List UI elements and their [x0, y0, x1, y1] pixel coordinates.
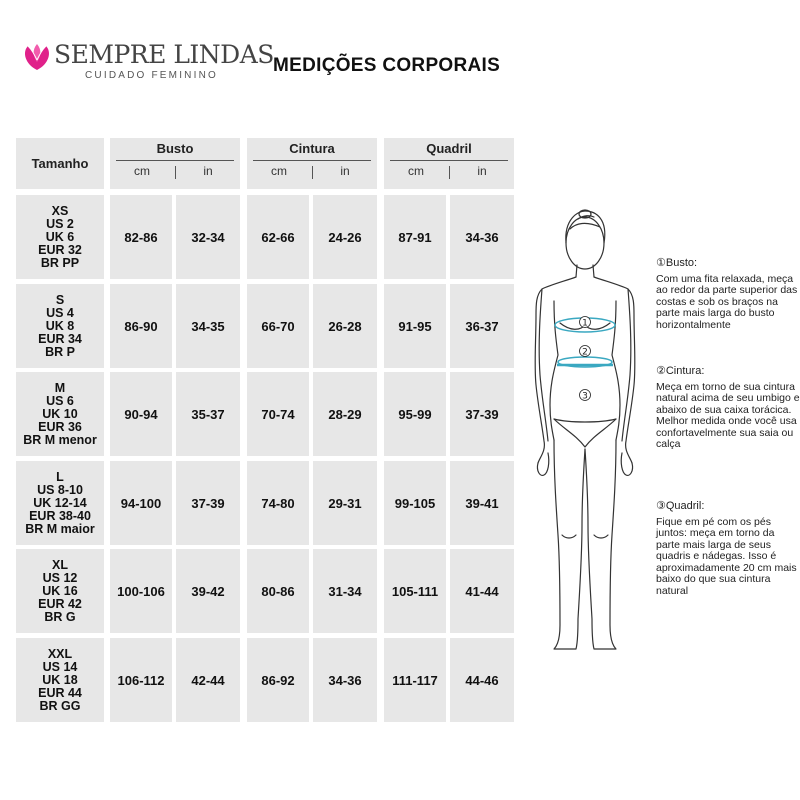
size-label-line: EUR 36 [38, 419, 82, 434]
hip-cm-cell: 99-105 [384, 461, 446, 545]
size-label-line: UK 18 [42, 672, 78, 687]
waist-group-header [247, 138, 377, 189]
hip-group-header [384, 138, 514, 189]
note-bust-heading: ①Busto: [656, 257, 698, 269]
waist-in-cell: 26-28 [313, 284, 377, 368]
size-label-line: UK 8 [45, 318, 75, 333]
waist-cm-cell: 74-80 [247, 461, 309, 545]
size-label-line: EUR 38-40 [29, 508, 91, 523]
size-label-line: UK 6 [45, 229, 75, 244]
size-label-cell [16, 549, 104, 633]
bust-cm-cell: 106-112 [110, 638, 172, 722]
size-label-line: BR M maior [25, 521, 95, 536]
hip-unit-cm: cm [408, 164, 424, 178]
hip-in-cell: 34-36 [450, 195, 514, 279]
size-label-line: US 4 [46, 305, 74, 320]
size-label-line: EUR 44 [38, 685, 82, 700]
size-label-line: L [56, 469, 64, 484]
bust-group-divider [116, 160, 234, 161]
waist-group-title: Cintura [289, 141, 335, 156]
bust-in-cell: 32-34 [176, 195, 240, 279]
hip-in-cell: 37-39 [450, 372, 514, 456]
size-header-label: Tamanho [31, 156, 89, 171]
hip-cm-cell: 95-99 [384, 372, 446, 456]
hip-cm-cell: 87-91 [384, 195, 446, 279]
hip-marker: 3 [582, 391, 588, 402]
hip-cm-cell: 91-95 [384, 284, 446, 368]
size-label-line: BR PP [40, 255, 80, 270]
size-label-line: US 12 [42, 570, 78, 585]
bust-unit-in: in [203, 164, 213, 178]
bust-cm-cell: 94-100 [110, 461, 172, 545]
hip-unit-in: in [477, 164, 487, 178]
size-label-line: US 14 [42, 659, 78, 674]
hip-group-divider [390, 160, 508, 161]
bust-cm-cell: 82-86 [110, 195, 172, 279]
waist-unit-in: in [340, 164, 350, 178]
waist-in-cell: 29-31 [313, 461, 377, 545]
waist-cm-cell: 80-86 [247, 549, 309, 633]
hip-in-cell: 44-46 [450, 638, 514, 722]
size-label-cell [16, 372, 104, 456]
bust-cm-cell: 86-90 [110, 284, 172, 368]
waist-cm-cell: 62-66 [247, 195, 309, 279]
bust-group-title: Busto [156, 141, 194, 156]
bust-cm-cell: 100-106 [110, 549, 172, 633]
size-label-line: EUR 34 [38, 331, 82, 346]
waist-in-cell: 34-36 [313, 638, 377, 722]
bust-in-cell: 39-42 [176, 549, 240, 633]
waist-in-cell: 31-34 [313, 549, 377, 633]
waist-group-divider [253, 160, 371, 161]
size-label-line: UK 12-14 [33, 495, 87, 510]
size-label-line: US 8-10 [37, 482, 83, 497]
size-label-cell [16, 638, 104, 722]
hip-in-cell: 36-37 [450, 284, 514, 368]
bust-in-cell: 37-39 [176, 461, 240, 545]
brand-tagline: CUIDADO FEMININO [85, 70, 218, 81]
bust-in-cell: 42-44 [176, 638, 240, 722]
bust-group-header [110, 138, 240, 189]
hip-cm-cell: 105-111 [384, 549, 446, 633]
size-label-line: XXL [47, 646, 73, 661]
size-label-line: BR M menor [23, 432, 97, 447]
bust-marker: 1 [582, 318, 588, 329]
page-title: MEDIÇÕES CORPORAIS [273, 55, 501, 76]
note-waist-text: Meça em torno de sua cintura natural acima de seu umbigo e abaixo de sua caixa torácica. Melhor medida onde você usa confortavelmente sua saia ou calça [656, 380, 800, 450]
rose-logo-icon [20, 40, 54, 74]
waist-in-cell: 28-29 [313, 372, 377, 456]
hip-unit-separator [449, 166, 450, 179]
note-hip-text: Fique em pé com os pés juntos: meça em torno da parte mais larga de seus quadris e nádegas. Isso é aproximadamente 20 cm mais baixo do que sua cintura natural [656, 515, 797, 597]
hip-group-title: Quadril [426, 141, 472, 156]
size-label-cell [16, 195, 104, 279]
bust-cm-cell: 90-94 [110, 372, 172, 456]
hip-cm-cell: 111-117 [384, 638, 446, 722]
size-label-line: M [54, 380, 66, 395]
body-figure [520, 205, 650, 655]
size-column-header [16, 138, 104, 189]
note-waist-heading: ②Cintura: [656, 365, 705, 377]
waist-cm-cell: 86-92 [247, 638, 309, 722]
note-bust [656, 258, 800, 331]
size-label-line: UK 16 [42, 583, 78, 598]
note-hip-heading: ③Quadril: [656, 500, 705, 512]
hip-in-cell: 41-44 [450, 549, 514, 633]
bust-in-cell: 35-37 [176, 372, 240, 456]
waist-cm-cell: 66-70 [247, 284, 309, 368]
size-label-line: US 2 [46, 216, 74, 231]
size-label-line: UK 10 [42, 406, 78, 421]
size-label-line: BR GG [39, 698, 81, 713]
size-label-line: BR P [45, 344, 75, 359]
size-label-line: XS [51, 203, 69, 218]
size-label-line: US 6 [46, 393, 74, 408]
note-hip [656, 501, 800, 597]
size-label-cell [16, 284, 104, 368]
size-label-line: XL [52, 557, 68, 572]
size-label-line: EUR 32 [38, 242, 82, 257]
waist-cm-cell: 70-74 [247, 372, 309, 456]
bust-unit-separator [175, 166, 176, 179]
hip-in-cell: 39-41 [450, 461, 514, 545]
waist-unit-separator [312, 166, 313, 179]
waist-marker: 2 [582, 347, 588, 358]
waist-unit-cm: cm [271, 164, 287, 178]
bust-in-cell: 34-35 [176, 284, 240, 368]
note-waist [656, 366, 800, 451]
size-label-line: BR G [44, 609, 76, 624]
bust-unit-cm: cm [134, 164, 150, 178]
size-label-cell [16, 461, 104, 545]
brand-name: SEMPRE LINDAS [54, 40, 274, 69]
brand-logo [20, 38, 274, 88]
waist-in-cell: 24-26 [313, 195, 377, 279]
note-bust-text: Com uma fita relaxada, meça ao redor da parte superior das costas e sob os braços na parte mais larga do busto horizontalmente [656, 272, 798, 331]
size-label-line: S [55, 292, 65, 307]
size-label-line: EUR 42 [38, 596, 82, 611]
